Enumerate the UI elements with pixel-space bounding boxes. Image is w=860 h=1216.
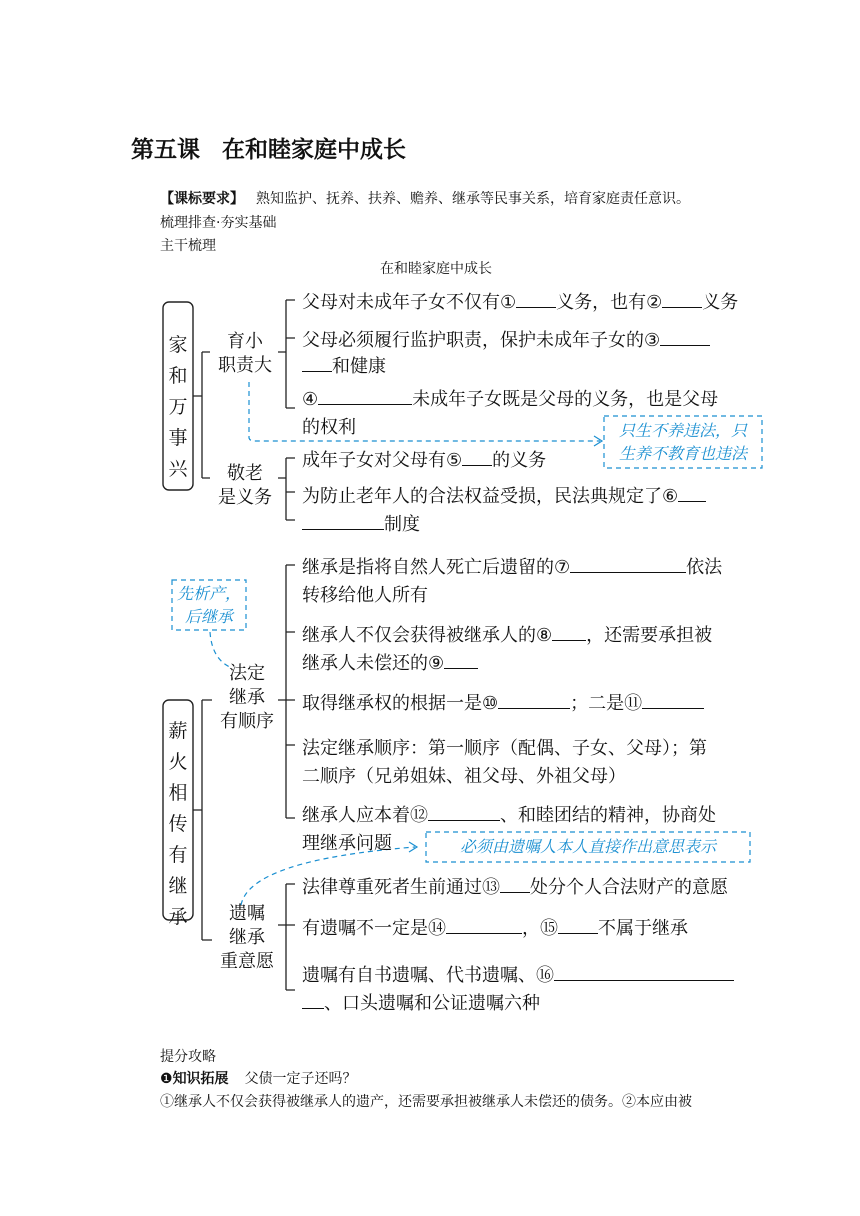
answer-blank [498,692,570,709]
section-heading-review: 梳理排查·夯实基础 [160,215,277,231]
branch-label: 有顺序 [220,711,274,732]
branch-raising-children [210,330,280,378]
answer-blank [302,355,332,372]
list-item-continued: 和健康 [302,352,386,378]
list-item-continued: 继承人未偿还的⑨ [302,649,478,675]
handwritten-note-property-division: 先析产， 后继承 [176,584,241,626]
branch-label: 遗嘱 [229,903,265,924]
expansion-label: 知识拓展 [172,1071,229,1087]
list-item: 继承人不仅会获得被继承人的⑧ ，还需要承担被 [302,625,713,646]
branch-label: 职责大 [218,355,272,376]
list-item: 继承人应本着⑫ 、和睦团结的精神，协商处 [302,805,716,826]
answer-blank [428,804,500,821]
answer-blank [558,917,598,934]
expansion-question: 父债一定子还吗？ [244,1071,357,1087]
branch-label: 重意愿 [220,951,274,972]
group-title-inheritance: 薪火相传有继承 [168,720,188,928]
list-item: ④ 未成年子女既是父母的义务，也是父母 [302,389,719,410]
list-item-continued: 的权利 [302,417,356,438]
answer-blank [516,291,556,308]
list-item-continued: 转移给他人所有 [302,585,428,606]
tips-heading: 提分攻略 [160,1049,216,1065]
requirement-text: 熟知监护、抚养、扶养、赡养、继承等民事关系，培育家庭责任意识。 [256,191,690,207]
list-item-continued: 理继承问题 [302,833,392,854]
branch-label: 是义务 [218,487,272,508]
answer-blank [444,652,478,669]
list-item: 有遗嘱不一定是⑭ ，⑮ 不属于继承 [302,918,688,939]
knowledge-expansion [160,1068,357,1088]
branch-label: 继承 [229,687,265,708]
lesson-number: 第五课 [131,137,200,163]
branch-respecting-elders [210,462,280,510]
expansion-body: ①继承人不仅会获得被继承人的遗产，还需要承担被继承人未偿还的债务。②本应由被 [160,1094,692,1110]
answer-blank [678,485,706,502]
handwritten-note-parent-duty: 只生不养违法，只 生养不教育也违法 [618,421,747,463]
group-title-family-harmony: 家和万事兴 [168,334,188,480]
mindmap-title: 在和睦家庭中成长 [380,261,492,277]
answer-blank [660,329,710,346]
list-item-continued: 二顺序（兄弟姐妹、祖父母、外祖父母） [302,766,626,787]
answer-blank [302,513,384,530]
answer-blank [554,964,734,981]
list-item: 遗嘱有自书遗嘱、代书遗嘱、⑯ [302,961,734,987]
list-item: 法律尊重死者生前通过⑬ 处分个人合法财产的意愿 [302,877,728,898]
list-item: 为防止老年人的合法权益受损，民法典规定了⑥ [302,482,706,508]
answer-blank [552,624,586,641]
answer-blank [462,449,492,466]
branch-label: 继承 [229,927,265,948]
answer-blank [570,556,686,573]
lesson-title: 在和睦家庭中成长 [222,137,406,163]
branch-testamentary-inheritance [212,902,282,974]
list-item: 父母对未成年子女不仅有① 义务，也有② 义务 [302,292,739,313]
branch-label: 育小 [227,331,263,352]
answer-blank [642,692,704,709]
list-item: 法定继承顺序：第一顺序（配偶、子女、父母）；第 [302,738,707,759]
answer-blank [446,917,522,934]
branch-label: 敬老 [227,463,263,484]
expansion-number: ❶ [160,1071,173,1087]
handwritten-note-testator-intent: 必须由遗嘱人本人直接作出意思表示 [459,837,716,856]
list-item: 成年子女对父母有⑤ 的义务 [302,450,547,471]
list-item: 父母必须履行监护职责，保护未成年子女的③ [302,326,710,352]
answer-blank [302,992,324,1009]
branch-label: 法定 [229,663,265,684]
answer-blank [662,291,702,308]
answer-blank [318,388,412,405]
list-item: 继承是指将自然人死亡后遗留的⑦ 依法 [302,557,723,578]
section-heading-outline: 主干梳理 [160,238,216,254]
list-item: 取得继承权的根据一是⑩ ；二是⑪ [302,689,704,715]
requirement-label: 【课标要求】 [160,191,244,207]
list-item-continued: 、口头遗嘱和公证遗嘱六种 [302,989,540,1015]
list-item-continued: 制度 [302,510,420,536]
answer-blank [500,876,530,893]
branch-statutory-inheritance [212,662,282,734]
